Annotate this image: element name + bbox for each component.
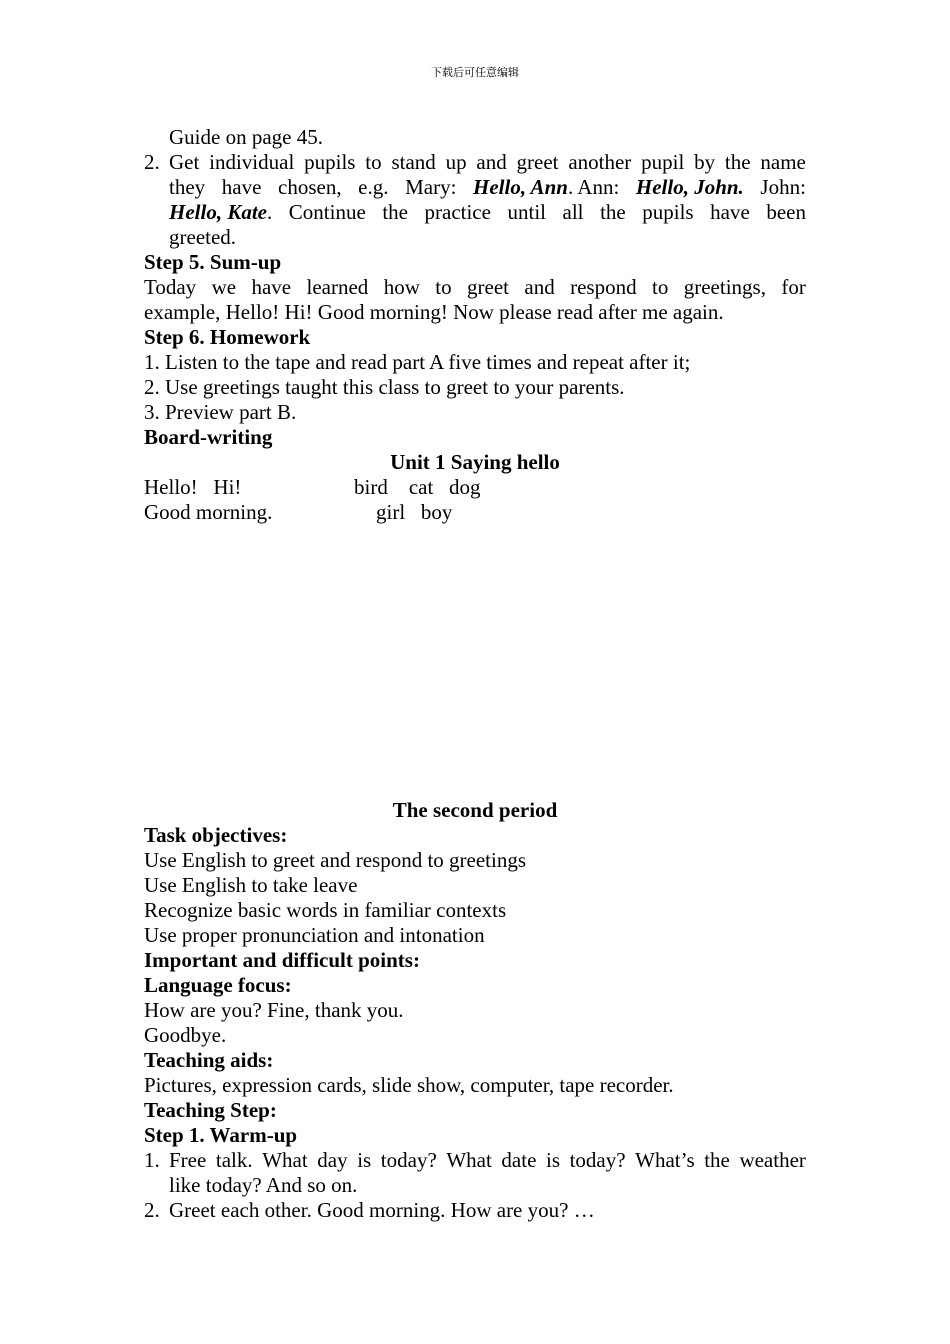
objective-1: Use English to greet and respond to greetings [144,848,526,872]
language-item-1: How are you? Fine, thank you. [144,998,404,1022]
board-greetings: Hello! Hi! [144,475,242,499]
step1-heading: Step 1. Warm-up [144,1123,298,1147]
task-objectives-heading: Task objectives: [144,823,288,847]
board-row-2 [144,500,806,525]
language-focus-heading: Language focus: [144,973,292,997]
greeting-kate: Hello, Kate [169,200,267,224]
warmup-item2 [144,1198,806,1223]
guide-line: Guide on page 45. [169,125,323,149]
warmup-item1-number: 1. [144,1148,160,1172]
objective-3: Recognize basic words in familiar contexts [144,898,507,922]
important-points-heading: Important and difficult points: [144,948,420,972]
greeting-ann: Hello, Ann [473,175,568,199]
page-header: 下载后可任意编辑 [431,66,519,79]
homework-item-3: 3. Preview part B. [144,400,297,424]
board-writing-heading: Board-writing [144,425,273,449]
teaching-aids-heading: Teaching aids: [144,1048,274,1072]
item2-line4: greeted. [169,225,237,249]
board-words-2: girl boy [376,500,453,524]
language-item-2: Goodbye. [144,1023,227,1047]
board-title: Unit 1 Saying hello [390,450,560,474]
item2-line2: they have chosen, e.g. Mary: Hello, Ann. Ann: Hello, John. John: [169,175,806,199]
step5-line2: example, Hello! Hi! Good morning! Now please read after me again. [144,300,724,324]
objective-2: Use English to take leave [144,873,358,897]
greeting-john: Hello, John. [635,175,744,199]
objective-4: Use proper pronunciation and intonation [144,923,485,947]
item2-number: 2. [144,150,160,174]
board-good-morning: Good morning. [144,500,273,524]
teaching-aids-text: Pictures, expression cards, slide show, computer, tape recorder. [144,1073,674,1097]
board-words-1: bird cat dog [354,475,481,499]
step5-heading: Step 5. Sum-up [144,250,282,274]
board-row-1 [144,475,806,500]
item2-line3: Hello, Kate. Continue the practice until all the pupils have been [169,200,806,224]
item2-line1: 2. Get individual pupils to stand up and greet another pupil by the name [144,150,806,174]
step6-heading: Step 6. Homework [144,325,311,349]
teaching-step-heading: Teaching Step: [144,1098,277,1122]
homework-item-2: 2. Use greetings taught this class to greet to your parents. [144,375,625,399]
warmup-item1-line2: like today? And so on. [169,1173,358,1197]
warmup-item2-number: 2. [144,1198,160,1222]
period-title: The second period [392,798,558,822]
warmup-item1-line1: 1. Free talk. What day is today? What date is today? What’s the weather [144,1148,806,1172]
step5-line1: Today we have learned how to greet and respond to greetings, for [144,275,806,299]
warmup-item2-text: Greet each other. Good morning. How are you? … [169,1198,595,1222]
homework-item-1: 1. Listen to the tape and read part A five times and repeat after it; [144,350,691,374]
